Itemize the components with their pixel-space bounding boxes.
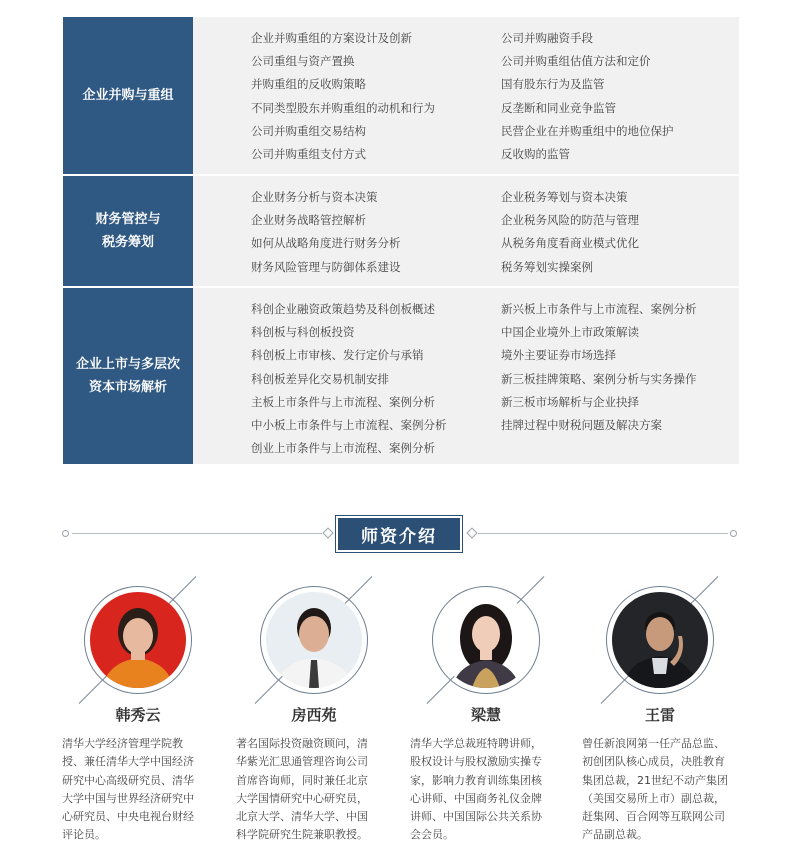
bio-line: 曾任新浪网第一任产品总监、 — [582, 737, 725, 750]
topic-item: 科创板与科创板投资 — [251, 325, 355, 340]
bio-line: 初创团队核心成员，决胜教育 — [582, 755, 725, 769]
bio-line: 股权设计与股权激励实操专 — [410, 755, 542, 769]
teacher-photo — [266, 592, 362, 688]
topic-item: 挂牌过程中财税问题及解决方案 — [501, 418, 662, 433]
teacher-bio — [62, 735, 222, 845]
category-label: 财务管控与 — [95, 212, 161, 227]
bio-line: （美国交易所上市）副总裁， — [582, 791, 725, 805]
topic-item: 中小板上市条件与上市流程、案例分析 — [251, 418, 447, 433]
teacher-photo — [90, 592, 186, 688]
topic-item: 新三板市场解析与企业抉择 — [501, 394, 639, 409]
topic-item: 反垄断和同业竞争监管 — [501, 100, 616, 115]
topics-cell — [193, 17, 739, 174]
teacher-photo — [612, 592, 708, 688]
topic-item: 企业税务风险的防范与管理 — [501, 213, 639, 228]
category-cell — [63, 288, 193, 464]
bio-line: 心研究员、中央电视台财经 — [62, 810, 194, 824]
bio-line: 心讲师、中国商务礼仪金牌 — [410, 791, 542, 805]
topic-item: 新三板挂牌策略、案例分析与实务操作 — [501, 371, 697, 386]
topic-item: 企业并购重组的方案设计及创新 — [251, 31, 412, 45]
bio-line: 著名国际投资融资顾问，清 — [236, 737, 368, 750]
topic-item: 企业财务分析与资本决策 — [251, 190, 378, 204]
bio-line: 清华大学经济管理学院教 — [62, 737, 183, 750]
course-row — [63, 176, 739, 288]
teacher-name: 房西苑 — [291, 706, 337, 724]
teacher-name: 韩秀云 — [115, 706, 161, 724]
section-title: 师资介绍 — [338, 518, 460, 550]
bio-line: 赶集网、百合网等互联网公司 — [582, 810, 725, 824]
bio-line: 科学院研究生院兼职教授。 — [236, 828, 368, 842]
portrait — [252, 578, 376, 702]
topic-item: 新兴板上市条件与上市流程、案例分析 — [501, 302, 697, 316]
bio-line: 讲师、中国国际公共关系协 — [410, 810, 542, 824]
divider-line — [478, 533, 728, 534]
topic-item: 公司并购融资手段 — [501, 31, 593, 45]
bio-line: 大学中国与世界经济研究中 — [62, 791, 194, 805]
topic-item: 如何从战略角度进行财务分析 — [251, 236, 401, 251]
bio-line: 北京大学、清华大学、中国 — [236, 810, 368, 824]
teacher-bio — [410, 735, 570, 845]
topic-item: 境外主要证券市场选择 — [501, 348, 616, 363]
bio-line: 清华大学总裁班特聘讲师， — [410, 737, 542, 750]
ornament-dot — [62, 530, 69, 537]
divider-line — [72, 533, 322, 534]
course-table — [63, 17, 739, 464]
category-label: 企业并购与重组 — [82, 88, 174, 103]
topics-left-column — [193, 27, 501, 168]
teacher-name: 梁慧 — [470, 706, 501, 724]
topic-item: 不同类型股东并购重组的动机和行为 — [251, 100, 435, 115]
topic-item: 科创企业融资政策趋势及科创板概述 — [251, 302, 435, 316]
topic-item: 财务风险管理与防御体系建设 — [251, 259, 401, 274]
portrait — [76, 578, 200, 702]
portrait — [598, 578, 722, 702]
bio-line: 会会员。 — [410, 828, 454, 842]
category-cell — [63, 176, 193, 286]
topic-item: 科创板差异化交易机制安排 — [251, 371, 389, 386]
topics-cell — [193, 288, 739, 464]
topic-item: 民营企业在并购重组中的地位保护 — [501, 123, 674, 138]
teacher-bio — [582, 735, 742, 845]
category-label: 资本市场解析 — [88, 380, 167, 395]
ornament-diamond — [466, 527, 477, 538]
course-row — [63, 17, 739, 176]
course-row — [63, 288, 739, 464]
topic-item: 从税务角度看商业模式优化 — [501, 236, 639, 251]
bio-line: 授、兼任清华大学中国经济 — [62, 755, 194, 769]
bio-line: 研究中心高级研究员、清华 — [62, 773, 194, 787]
topic-item: 公司并购重组交易结构 — [251, 123, 366, 138]
teacher-photo — [438, 592, 534, 688]
bio-line: 产品副总裁。 — [582, 828, 648, 842]
topic-item: 企业财务战略管控解析 — [251, 213, 366, 228]
topics-right-column — [501, 27, 674, 168]
category-label: 税务筹划 — [101, 235, 154, 250]
topics-right-column — [501, 298, 697, 458]
topic-item: 反收购的监管 — [501, 147, 570, 162]
category-cell — [63, 17, 193, 174]
portrait — [424, 578, 548, 702]
topic-item: 并购重组的反收购策略 — [251, 77, 366, 92]
bio-line: 评论员。 — [62, 828, 106, 842]
topic-item: 税务筹划实操案例 — [501, 259, 593, 274]
topic-item: 企业税务筹划与资本决策 — [501, 190, 628, 204]
topic-item: 公司并购重组估值方法和定价 — [501, 54, 651, 69]
bio-line: 集团总裁，21世纪不动产集团 — [582, 773, 728, 787]
topics-cell — [193, 176, 739, 286]
topic-item: 科创板上市审核、发行定价与承销 — [251, 348, 424, 363]
bio-line: 家，影响力教育训练集团核 — [410, 773, 542, 787]
topic-item: 主板上市条件与上市流程、案例分析 — [251, 394, 435, 409]
bio-line: 华紫光汇思通管理咨询公司 — [236, 755, 368, 769]
teacher-name: 王雷 — [644, 706, 675, 724]
category-label: 企业上市与多层次 — [75, 357, 180, 372]
topic-item: 国有股东行为及监管 — [501, 77, 605, 92]
bio-line: 首席咨询师，同时兼任北京 — [236, 773, 368, 787]
bio-line: 大学国情研究中心研究员， — [236, 791, 368, 805]
topics-left-column — [193, 298, 501, 458]
topics-left-column — [193, 186, 501, 280]
ornament-diamond — [322, 527, 333, 538]
teacher-bio — [236, 735, 396, 845]
topic-item: 创业上市条件与上市流程、案例分析 — [251, 441, 435, 456]
topics-right-column — [501, 186, 639, 280]
topic-item: 公司重组与资产置换 — [251, 54, 355, 69]
topic-item: 公司并购重组支付方式 — [251, 147, 366, 162]
topic-item: 中国企业境外上市政策解读 — [501, 325, 639, 340]
ornament-dot — [730, 530, 737, 537]
